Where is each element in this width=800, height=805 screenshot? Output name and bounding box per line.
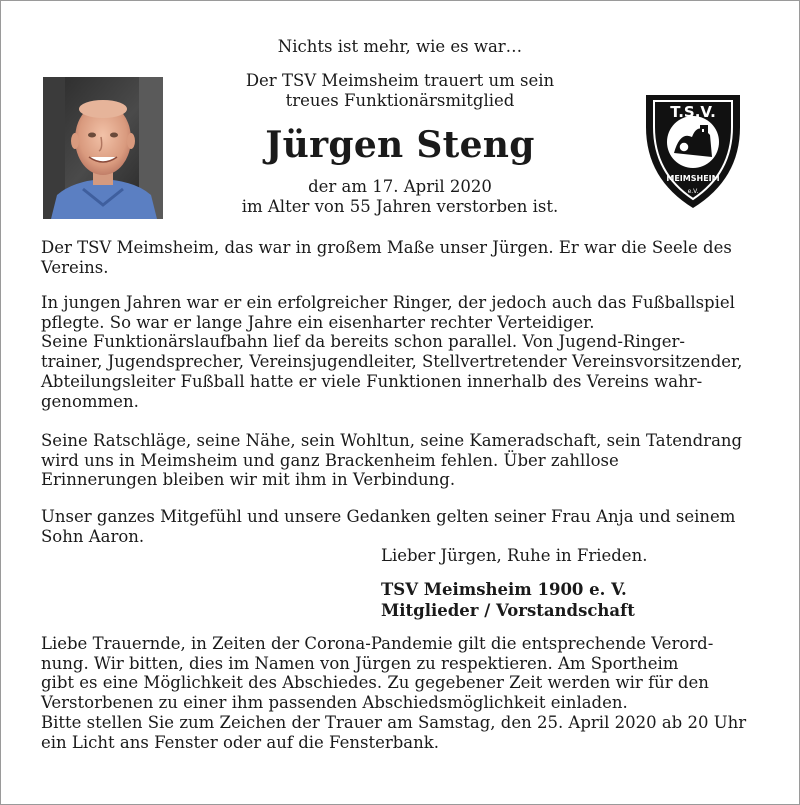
deceased-name: Jürgen Steng: [265, 124, 535, 166]
signature-club: TSV Meimsheim 1900 e. V.: [381, 580, 627, 599]
text-line: Vereins.: [41, 257, 109, 277]
text-line: pflegte. So war er lange Jahre ein eisenharter rechter Verteidiger.: [41, 312, 595, 332]
text-line: wird uns in Meimsheim und ganz Brackenheim fehlen. Über zahllose: [41, 450, 619, 470]
paragraph-remembrance: [41, 431, 761, 490]
corona-notice: [41, 634, 761, 752]
text-line: gibt es eine Möglichkeit des Abschiedes. Zu gegebener Zeit werden wir für den: [41, 673, 709, 693]
text-line: Der TSV Meimsheim, das war in großem Maße unser Jürgen. Er war die Seele des: [41, 238, 732, 257]
text-line: Bitte stellen Sie zum Zeichen der Trauer am Samstag, den 25. April 2020 ab 20 Uhr: [41, 712, 747, 732]
text-line: Seine Funktionärslaufbahn lief da bereits schon parallel. Von Jugend-Ringer-: [41, 332, 686, 352]
club-logo: [640, 87, 746, 212]
text-line: nung. Wir bitten, dies im Namen von Jürgen zu respektieren. Am Sportheim: [41, 653, 679, 673]
portrait-photo: [43, 77, 163, 219]
text-line: Erinnerungen bleiben wir mit ihm in Verbindung.: [41, 470, 456, 490]
text-line: ein Licht ans Fenster oder auf die Fensterbank.: [41, 732, 440, 752]
mourning-line-1: Der TSV Meimsheim trauert um sein: [245, 71, 555, 90]
age-line: im Alter von 55 Jahren verstorben ist.: [241, 197, 559, 216]
text-line: genommen.: [41, 391, 139, 411]
paragraph-condolences: [41, 507, 761, 546]
farewell-line: Lieber Jürgen, Ruhe in Frieden.: [381, 546, 648, 565]
mourning-line-2: treues Funktionärsmitglied: [285, 91, 515, 110]
text-line: Sohn Aaron.: [41, 526, 145, 546]
paragraph-intro: [41, 238, 761, 277]
text-line: trainer, Jugendsprecher, Vereinsjugendleiter, Stellvertretender Vereinsvorsitzender,: [41, 352, 743, 372]
text-line: Unser ganzes Mitgefühl und unsere Gedanken gelten seiner Frau Anja und seinem: [41, 507, 736, 526]
text-line: Verstorbenen zu einer ihm passenden Abschiedsmöglichkeit einladen.: [41, 693, 628, 713]
text-line: Seine Ratschläge, seine Nähe, sein Wohltun, seine Kameradschaft, sein Tatendrang: [41, 431, 743, 450]
signature-members: Mitglieder / Vorstandschaft: [381, 601, 635, 620]
text-line: In jungen Jahren war er ein erfolgreicher Ringer, der jedoch auch das Fußballspiel: [41, 293, 735, 312]
opening-quote: Nichts ist mehr, wie es war…: [277, 37, 523, 56]
paragraph-career: [41, 293, 761, 411]
death-date-line: der am 17. April 2020: [308, 177, 492, 196]
logo-letters: T.S.V.: [670, 103, 716, 121]
text-line: Liebe Trauernde, in Zeiten der Corona-Pandemie gilt die entsprechende Verord-: [41, 634, 714, 653]
text-line: Abteilungsleiter Fußball hatte er viele Funktionen innerhalb des Vereins wahr-: [41, 371, 703, 391]
logo-subtext: e.V.: [687, 188, 699, 195]
logo-ring-text: MEIMSHEIM: [666, 174, 720, 183]
